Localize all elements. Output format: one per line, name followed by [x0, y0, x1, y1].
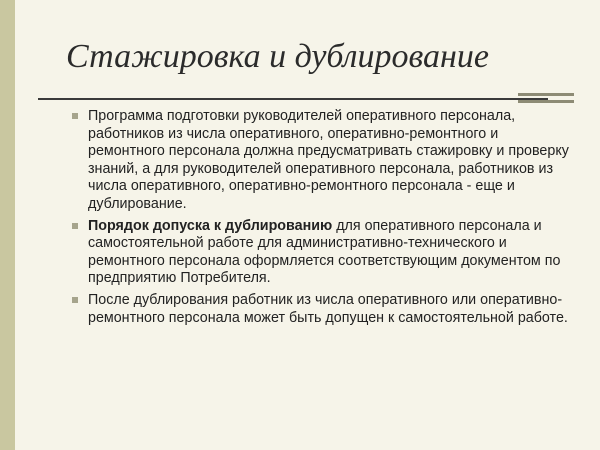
bullet-text: для оперативного персонала и самостоятельной работе для административно-технического и ремонтного персонала оформляется соответствующим документом по предприятию Потребителя.	[88, 217, 561, 287]
bullet-text: После дублирования работник из числа оперативного или оперативно- ремонтного персонала может быть допущен к самостоятельной работе.	[88, 291, 568, 326]
bullet-item	[70, 218, 570, 288]
square-bullet-icon	[72, 223, 78, 229]
bullet-list	[70, 108, 570, 331]
square-bullet-icon	[72, 113, 78, 119]
left-decor-bar	[0, 0, 15, 450]
accent-line-top	[518, 93, 574, 96]
square-bullet-icon	[72, 297, 78, 303]
bullet-text: Программа подготовки руководителей оперативного персонала, работников из числа оперативного, оперативно-ремонтного и ремонтного персонала должна предусматривать стажировку и проверку знаний, а для руководителей оперативного персонала, работников из числа оперативного, оперативно-ремонтного персонала - еще и дублирование.	[88, 108, 569, 212]
slide-title: Стажировка и дублирование	[66, 38, 489, 75]
bullet-item	[70, 108, 570, 214]
title-underline	[38, 98, 548, 100]
bullet-lead: Порядок допуска к дублированию	[88, 217, 333, 234]
accent-line-bottom	[518, 100, 574, 103]
bullet-item	[70, 292, 570, 327]
